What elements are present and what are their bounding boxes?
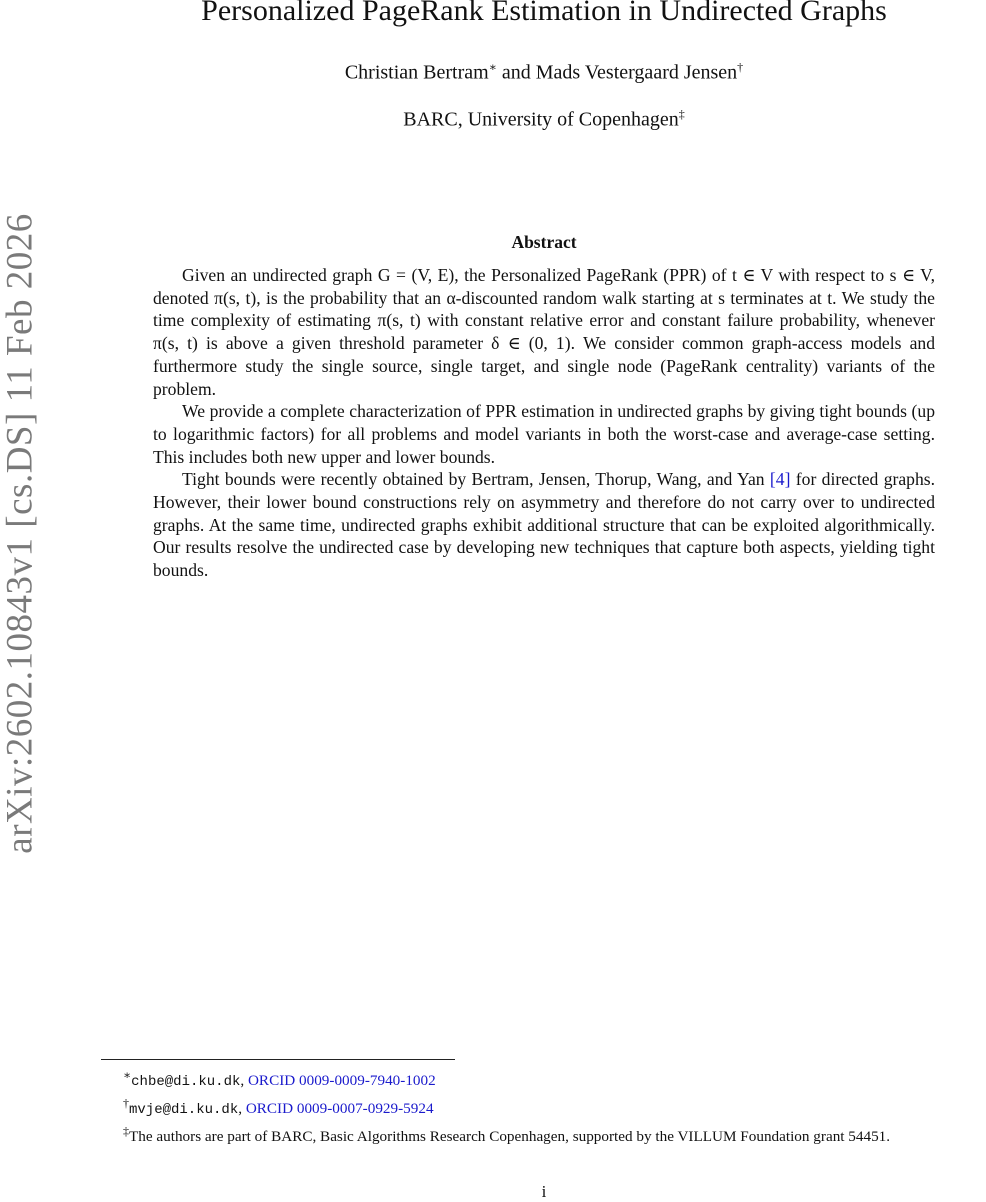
affiliation [0,107,986,132]
email: chbe@di.ku.dk [131,1074,241,1091]
arxiv-identifier: arXiv:2602.10843v1 [cs.DS] 11 Feb 2026 [0,213,41,854]
footnote-mark: ‡ [123,1124,129,1139]
email: mvje@di.ku.dk [129,1102,239,1119]
sep: , [240,1072,248,1090]
affiliation-text: BARC, University of Copenhagen [403,108,679,131]
footnote-mark: † [123,1096,129,1111]
footnote-mark: ∗ [123,1068,132,1082]
citation-link[interactable]: [4] [769,469,791,490]
text: for directed graphs. However, their lower bound constructions rely on asymmetry and therefore do not carry over to undirected graphs. At the same time, undirected graphs exhibit additional structure that can be exploited algorithmically. Our results resolve the undirected case by developing new techniques that capture both aspects, yielding tight bounds. [153,469,936,581]
footnote-rule [101,1059,455,1060]
abstract-body [153,264,935,582]
orcid-link[interactable]: ORCID 0009-0009-7940-1002 [247,1072,436,1090]
footnote [101,1093,986,1121]
orcid-link[interactable]: ORCID 0009-0007-0929-5924 [245,1100,434,1118]
footnotes [101,1065,986,1147]
footnote-mark[interactable]: ‡ [678,107,685,121]
page-number: i [541,1182,547,1201]
text: Tight bounds were recently obtained by Bertram, Jensen, Thorup, Wang, and Yan [182,469,770,490]
abstract-paragraph: Given an undirected graph G = (V, E), the Personalized PageRank (PPR) of t ∈ V with respect to s ∈ V, denoted π(s, t), is the probability that an α-discounted random walk starting at s terminates at t. We study the time complexity of estimating π(s, t) with constant relative error and constant failure probability, whenever π(s, t) is above a given threshold parameter δ ∈ (0, 1). We consider common graph-access models and furthermore study the single source, single target, and single node (PageRank centrality) variants of the problem. [153,265,935,399]
abstract-paragraph [153,468,935,582]
paper-title: Personalized PageRank Estimation in Undirected Graphs [201,0,887,27]
authors [0,60,986,85]
and: and [496,61,536,84]
abstract-heading: Abstract [511,232,577,252]
footnote-text: The authors are part of BARC, Basic Algorithms Research Copenhagen, supported by the VILLUM Foundation grant 54451. [129,1128,891,1146]
author-1: Christian Bertram [344,61,489,84]
author-2: Mads Vestergaard Jensen [535,61,738,84]
footnote [101,1121,986,1147]
sep: , [238,1100,246,1118]
footnote-mark[interactable]: † [737,60,744,74]
footnote [101,1065,986,1093]
footnote-mark[interactable]: ∗ [488,60,497,74]
abstract-paragraph: We provide a complete characterization of PPR estimation in undirected graphs by giving tight bounds (up to logarithmic factors) for all problems and model variants in both the worst-case and average-case setting. This includes both new upper and lower bounds. [153,401,935,467]
